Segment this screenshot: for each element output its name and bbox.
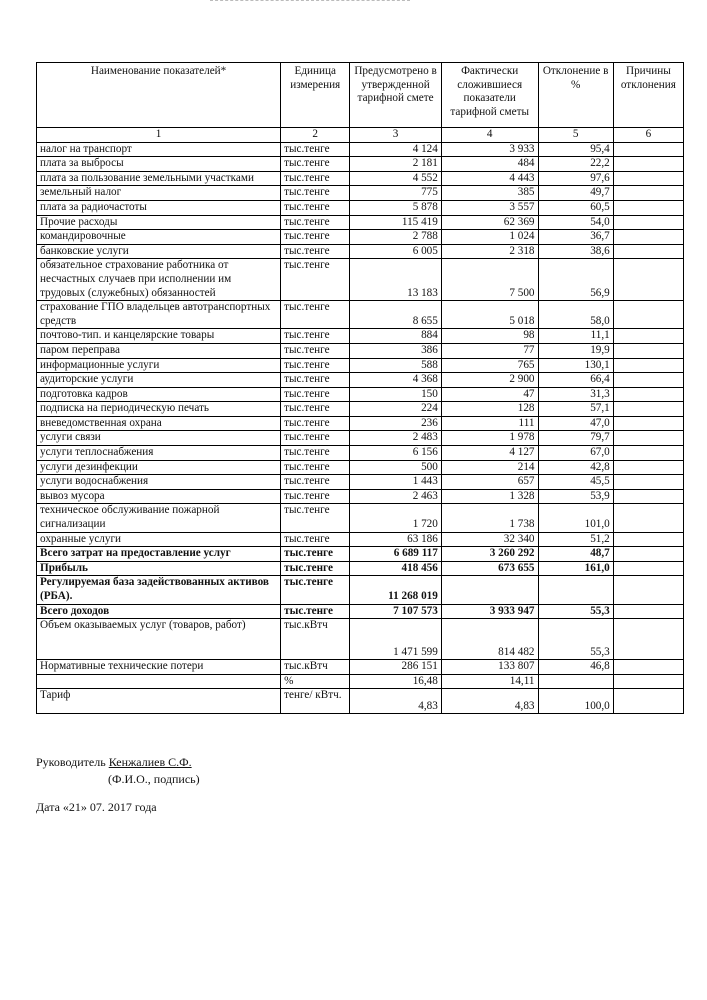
row-deviation: 101,0 [538, 504, 613, 532]
row-deviation: 38,6 [538, 244, 613, 259]
column-number: 6 [613, 128, 683, 143]
table-row [37, 215, 684, 230]
row-planned: 588 [350, 358, 442, 373]
table-row [37, 186, 684, 201]
row-name: почтово-тип. и канцелярские товары [37, 329, 281, 344]
row-name: Нормативные технические потери [37, 660, 281, 675]
scan-artifact [210, 0, 410, 4]
document-date: Дата «21» 07. 2017 года [36, 800, 157, 814]
header-indicator: Наименование показателей* [37, 63, 281, 128]
row-reason [613, 446, 683, 461]
row-planned: 2 483 [350, 431, 442, 446]
row-deviation: 56,9 [538, 259, 613, 301]
column-number-row [37, 128, 684, 143]
row-reason [613, 504, 683, 532]
header-unit: Единица измерения [281, 63, 350, 128]
row-deviation: 19,9 [538, 343, 613, 358]
header-reasons: Причины отклонения [613, 63, 683, 128]
header-deviation: Отклонение в % [538, 63, 613, 128]
table-row [37, 446, 684, 461]
table-row [37, 475, 684, 490]
table-row [37, 416, 684, 431]
row-actual: 4,83 [441, 689, 538, 714]
table-row [37, 660, 684, 675]
row-name: услуги теплоснабжения [37, 446, 281, 461]
row-actual: 62 369 [441, 215, 538, 230]
column-number: 3 [350, 128, 442, 143]
row-unit: тыс.тенге [281, 387, 350, 402]
table-row [37, 358, 684, 373]
table-row [37, 230, 684, 245]
row-unit: тыс.тенге [281, 171, 350, 186]
row-unit: тыс.тенге [281, 460, 350, 475]
row-unit: тыс.тенге [281, 244, 350, 259]
row-reason [613, 532, 683, 547]
row-name: плата за радиочастоты [37, 200, 281, 215]
row-actual: 3 557 [441, 200, 538, 215]
row-name: налог на транспорт [37, 142, 281, 157]
table-row-total-income [37, 604, 684, 619]
row-unit: тыс.тенге [281, 358, 350, 373]
row-actual: 3 933 [441, 142, 538, 157]
row-unit: тыс.тенге [281, 259, 350, 301]
row-actual: 765 [441, 358, 538, 373]
row-name: вневедомственная охрана [37, 416, 281, 431]
table-row-tariff [37, 689, 684, 714]
row-planned: 2 181 [350, 157, 442, 172]
row-planned: 386 [350, 343, 442, 358]
row-deviation: 48,7 [538, 547, 613, 562]
row-unit: тыс.тенге [281, 373, 350, 388]
signature-name: Кенжалиев С.Ф. [108, 755, 192, 769]
table-row [37, 504, 684, 532]
table-row [37, 171, 684, 186]
row-name: командировочные [37, 230, 281, 245]
row-deviation: 100,0 [538, 689, 613, 714]
row-name: подготовка кадров [37, 387, 281, 402]
row-unit: тыс.кВтч [281, 619, 350, 660]
row-unit: тыс.тенге [281, 431, 350, 446]
row-name: охранные услуги [37, 532, 281, 547]
row-reason [613, 475, 683, 490]
row-deviation: 47,0 [538, 416, 613, 431]
row-unit: тыс.тенге [281, 157, 350, 172]
row-unit: тыс.тенге [281, 532, 350, 547]
row-deviation: 31,3 [538, 387, 613, 402]
row-unit: тыс.тенге [281, 329, 350, 344]
row-actual: 673 655 [441, 561, 538, 576]
signature-label: Руководитель [36, 755, 106, 769]
row-unit: тыс.тенге [281, 561, 350, 576]
row-actual: 214 [441, 460, 538, 475]
row-name: услуги водоснабжения [37, 475, 281, 490]
table-row [37, 674, 684, 689]
row-actual: 128 [441, 402, 538, 417]
table-row [37, 532, 684, 547]
row-name: Прибыль [37, 561, 281, 576]
row-name: Тариф [37, 689, 281, 714]
row-actual: 133 807 [441, 660, 538, 675]
row-reason [613, 215, 683, 230]
row-name: Прочие расходы [37, 215, 281, 230]
row-deviation: 55,3 [538, 604, 613, 619]
row-reason [613, 142, 683, 157]
row-name: обязательное страхование работника от несчастных случаев при исполнении им трудовых (служебных) обязанностей [37, 259, 281, 301]
row-actual: 657 [441, 475, 538, 490]
row-planned: 1 443 [350, 475, 442, 490]
signature-line [36, 755, 192, 770]
row-name: плата за пользование земельными участками [37, 171, 281, 186]
row-name: банковские услуги [37, 244, 281, 259]
row-deviation: 36,7 [538, 230, 613, 245]
row-unit: тенге/ кВтч. [281, 689, 350, 714]
row-actual: 98 [441, 329, 538, 344]
table-row [37, 373, 684, 388]
row-reason [613, 230, 683, 245]
table-row-total-costs [37, 547, 684, 562]
row-planned: 16,48 [350, 674, 442, 689]
tariff-report-table [36, 62, 684, 714]
table-row [37, 402, 684, 417]
row-name: аудиторские услуги [37, 373, 281, 388]
row-unit: тыс.тенге [281, 604, 350, 619]
row-reason [613, 373, 683, 388]
row-planned: 224 [350, 402, 442, 417]
row-name: паром переправа [37, 343, 281, 358]
row-actual: 77 [441, 343, 538, 358]
row-actual: 3 260 292 [441, 547, 538, 562]
row-planned: 115 419 [350, 215, 442, 230]
table-row [37, 244, 684, 259]
table-row [37, 259, 684, 301]
row-actual: 814 482 [441, 619, 538, 660]
row-name: плата за выбросы [37, 157, 281, 172]
row-planned: 418 456 [350, 561, 442, 576]
row-actual: 5 018 [441, 301, 538, 329]
row-unit: тыс.тенге [281, 402, 350, 417]
row-deviation: 66,4 [538, 373, 613, 388]
row-planned: 13 183 [350, 259, 442, 301]
table-row [37, 387, 684, 402]
row-reason [613, 186, 683, 201]
row-deviation [538, 576, 613, 604]
row-unit: тыс.тенге [281, 230, 350, 245]
row-deviation: 11,1 [538, 329, 613, 344]
row-deviation: 60,5 [538, 200, 613, 215]
table-row [37, 329, 684, 344]
row-planned: 1 471 599 [350, 619, 442, 660]
row-actual: 1 738 [441, 504, 538, 532]
row-actual: 2 318 [441, 244, 538, 259]
row-deviation: 22,2 [538, 157, 613, 172]
row-planned: 6 156 [350, 446, 442, 461]
row-planned: 884 [350, 329, 442, 344]
row-name: информационные услуги [37, 358, 281, 373]
table-row-profit [37, 561, 684, 576]
row-reason [613, 460, 683, 475]
row-name: Всего затрат на предоставление услуг [37, 547, 281, 562]
row-reason [613, 329, 683, 344]
row-deviation: 57,1 [538, 402, 613, 417]
row-deviation: 46,8 [538, 660, 613, 675]
row-planned: 63 186 [350, 532, 442, 547]
table-row [37, 460, 684, 475]
row-actual: 14,11 [441, 674, 538, 689]
row-name: вывоз мусора [37, 489, 281, 504]
table-row [37, 157, 684, 172]
row-reason [613, 358, 683, 373]
row-name: страхование ГПО владельцев автотранспортных средств [37, 301, 281, 329]
row-unit: тыс.тенге [281, 416, 350, 431]
row-planned: 8 655 [350, 301, 442, 329]
row-unit: тыс.тенге [281, 489, 350, 504]
row-reason [613, 200, 683, 215]
row-actual: 2 900 [441, 373, 538, 388]
row-reason [613, 689, 683, 714]
row-name: Объем оказываемых услуг (товаров, работ) [37, 619, 281, 660]
row-actual: 385 [441, 186, 538, 201]
row-planned: 286 151 [350, 660, 442, 675]
row-name: Всего доходов [37, 604, 281, 619]
row-planned: 4 124 [350, 142, 442, 157]
row-name: подписка на периодическую печать [37, 402, 281, 417]
row-planned: 6 005 [350, 244, 442, 259]
row-planned: 4,83 [350, 689, 442, 714]
row-reason [613, 431, 683, 446]
column-number: 2 [281, 128, 350, 143]
table-row [37, 619, 684, 660]
row-reason [613, 171, 683, 186]
row-deviation: 54,0 [538, 215, 613, 230]
row-reason [613, 561, 683, 576]
row-actual: 3 933 947 [441, 604, 538, 619]
row-planned: 4 368 [350, 373, 442, 388]
header-planned: Предусмотрено в утвержденной тарифной смете [350, 63, 442, 128]
row-name: услуги связи [37, 431, 281, 446]
row-deviation: 79,7 [538, 431, 613, 446]
row-reason [613, 660, 683, 675]
row-unit: тыс.тенге [281, 547, 350, 562]
row-reason [613, 416, 683, 431]
row-unit: тыс.тенге [281, 215, 350, 230]
row-reason [613, 576, 683, 604]
row-unit: % [281, 674, 350, 689]
row-name: земельный налог [37, 186, 281, 201]
row-reason [613, 402, 683, 417]
row-actual: 484 [441, 157, 538, 172]
row-reason [613, 619, 683, 660]
table-row-rba [37, 576, 684, 604]
row-reason [613, 674, 683, 689]
column-number: 1 [37, 128, 281, 143]
column-number: 5 [538, 128, 613, 143]
table-row [37, 200, 684, 215]
table-row [37, 142, 684, 157]
column-number: 4 [441, 128, 538, 143]
row-deviation: 55,3 [538, 619, 613, 660]
header-actual: Фактически сложившиеся показатели тарифной сметы [441, 63, 538, 128]
row-unit: тыс.тенге [281, 475, 350, 490]
row-reason [613, 489, 683, 504]
row-reason [613, 157, 683, 172]
row-deviation: 53,9 [538, 489, 613, 504]
row-deviation: 161,0 [538, 561, 613, 576]
row-deviation [538, 674, 613, 689]
row-name: техническое обслуживание пожарной сигнализации [37, 504, 281, 532]
row-actual: 4 127 [441, 446, 538, 461]
row-deviation: 45,5 [538, 475, 613, 490]
row-actual: 7 500 [441, 259, 538, 301]
row-unit: тыс.тенге [281, 446, 350, 461]
row-actual: 1 978 [441, 431, 538, 446]
signature-caption: (Ф.И.О., подпись) [108, 772, 200, 786]
row-planned: 150 [350, 387, 442, 402]
row-deviation: 58,0 [538, 301, 613, 329]
row-planned: 500 [350, 460, 442, 475]
row-reason [613, 604, 683, 619]
row-unit: тыс.тенге [281, 186, 350, 201]
row-reason [613, 387, 683, 402]
row-actual: 32 340 [441, 532, 538, 547]
table-row [37, 489, 684, 504]
table-header-row [37, 63, 684, 128]
row-reason [613, 244, 683, 259]
row-deviation: 51,2 [538, 532, 613, 547]
row-actual: 47 [441, 387, 538, 402]
row-planned: 2 463 [350, 489, 442, 504]
row-deviation: 95,4 [538, 142, 613, 157]
row-actual: 1 328 [441, 489, 538, 504]
row-planned: 4 552 [350, 171, 442, 186]
row-actual [441, 576, 538, 604]
row-unit: тыс.тенге [281, 301, 350, 329]
row-deviation: 130,1 [538, 358, 613, 373]
row-planned: 775 [350, 186, 442, 201]
row-planned: 1 720 [350, 504, 442, 532]
table-row [37, 431, 684, 446]
row-name [37, 674, 281, 689]
row-deviation: 49,7 [538, 186, 613, 201]
row-reason [613, 259, 683, 301]
row-unit: тыс.тенге [281, 343, 350, 358]
row-unit: тыс.кВтч [281, 660, 350, 675]
row-planned: 6 689 117 [350, 547, 442, 562]
row-planned: 2 788 [350, 230, 442, 245]
table-row [37, 301, 684, 329]
row-deviation: 97,6 [538, 171, 613, 186]
row-unit: тыс.тенге [281, 200, 350, 215]
row-name: услуги дезинфекции [37, 460, 281, 475]
row-reason [613, 547, 683, 562]
row-actual: 1 024 [441, 230, 538, 245]
row-actual: 111 [441, 416, 538, 431]
row-planned: 5 878 [350, 200, 442, 215]
row-unit: тыс.тенге [281, 576, 350, 604]
row-actual: 4 443 [441, 171, 538, 186]
row-planned: 11 268 019 [350, 576, 442, 604]
row-deviation: 67,0 [538, 446, 613, 461]
row-planned: 7 107 573 [350, 604, 442, 619]
row-unit: тыс.тенге [281, 142, 350, 157]
row-unit: тыс.тенге [281, 504, 350, 532]
row-reason [613, 301, 683, 329]
row-reason [613, 343, 683, 358]
row-name: Регулируемая база задействованных активов (РБА). [37, 576, 281, 604]
table-row [37, 343, 684, 358]
row-deviation: 42,8 [538, 460, 613, 475]
row-planned: 236 [350, 416, 442, 431]
